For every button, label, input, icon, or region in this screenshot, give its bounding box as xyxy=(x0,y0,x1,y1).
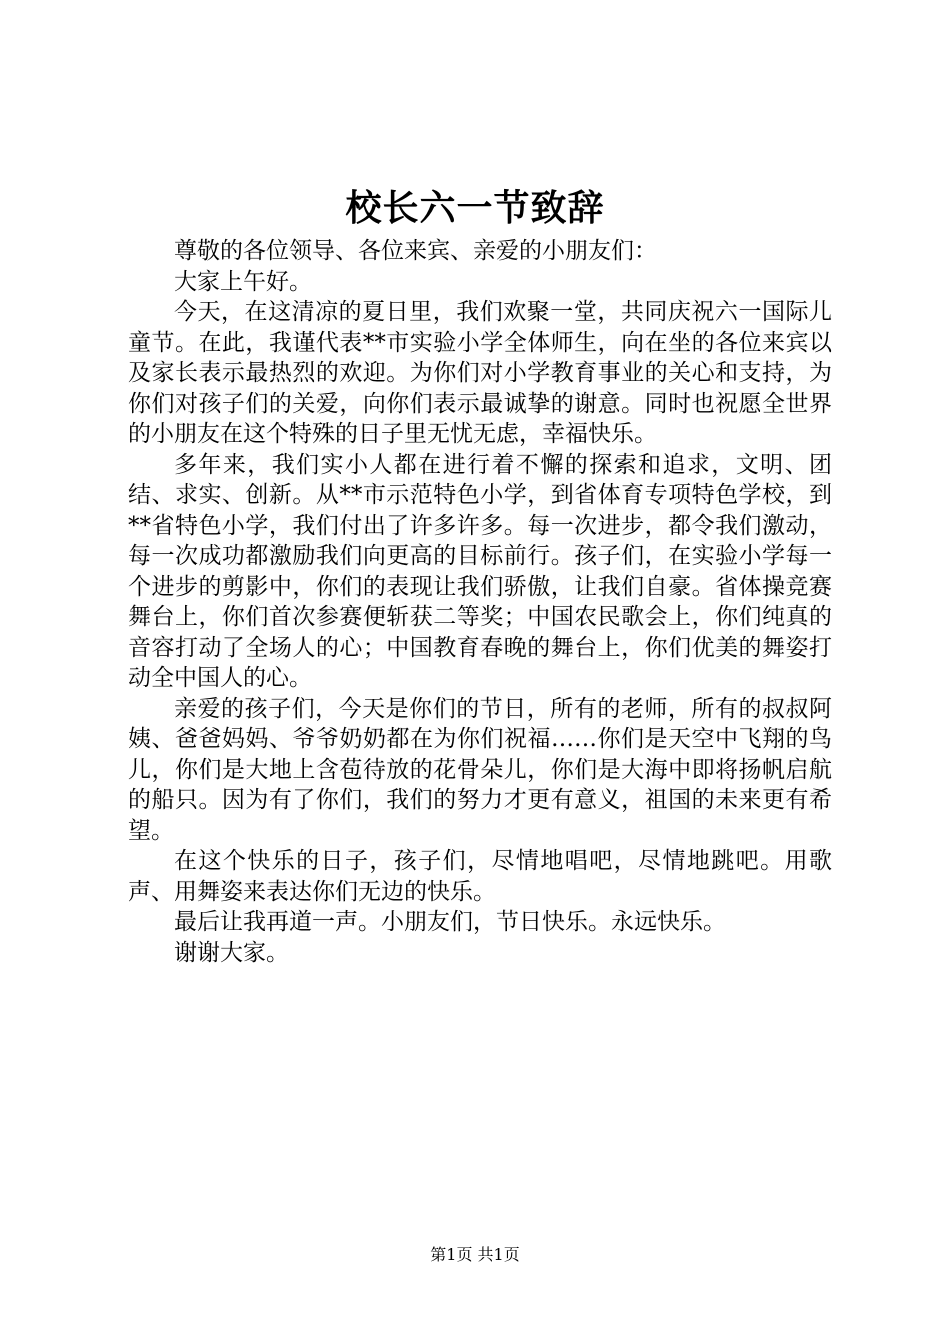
body-paragraph: 今天，在这清凉的夏日里，我们欢聚一堂，共同庆祝六一国际儿童节。在此，我谨代表**市实验小学全体师生，向在坐的各位来宾以及家长表示最热烈的欢迎。为你们对小学教育事业的关心和支持，为你们对孩子们的关爱，向你们表示最诚挚的谢意。同时也祝愿全世界的小朋友在这个特殊的日子里无忧无虑，幸福快乐。 xyxy=(128,299,832,447)
body-paragraph: 多年来，我们实小人都在进行着不懈的探索和追求，文明、团结、求实、创新。从**市示范特色小学，到省体育专项特色学校，到**省特色小学，我们付出了许多许多。每一次进步，都令我们激动，每一次成功都激励我们向更高的目标前行。孩子们，在实验小学每一个进步的剪影中，你们的表现让我们骄傲，让我们自豪。省体操竞赛舞台上，你们首次参赛便斩获二等奖；中国农民歌会上，你们纯真的音容打动了全场人的心；中国教育春晚的舞台上，你们优美的舞姿打动全中国人的心。 xyxy=(128,451,832,691)
greeting-paragraph: 大家上午好。 xyxy=(174,268,312,295)
page-footer: 第1页 共1页 xyxy=(430,1245,520,1264)
body-paragraph: 亲爱的孩子们，今天是你们的节日，所有的老师，所有的叔叔阿姨、爸爸妈妈、爷爷奶奶都在为你们祝福……你们是天空中飞翔的鸟儿，你们是大地上含苞待放的花骨朵儿，你们是大海中即将扬帆启航的船只。因为有了你们，我们的努力才更有意义，祖国的未来更有希望。 xyxy=(128,695,832,844)
document-title: 校长六一节致辞 xyxy=(345,187,605,229)
document-body xyxy=(128,236,832,968)
body-paragraph: 在这个快乐的日子，孩子们，尽情地唱吧，尽情地跳吧。用歌声、用舞姿来表达你们无边的快乐。 xyxy=(128,848,832,905)
closing-paragraph: 最后让我再道一声。小朋友们，节日快乐。永远快乐。 xyxy=(174,909,726,935)
salutation-paragraph: 尊敬的各位领导、各位来宾、亲爱的小朋友们： xyxy=(174,238,657,264)
thanks-paragraph: 谢谢大家。 xyxy=(174,939,289,966)
